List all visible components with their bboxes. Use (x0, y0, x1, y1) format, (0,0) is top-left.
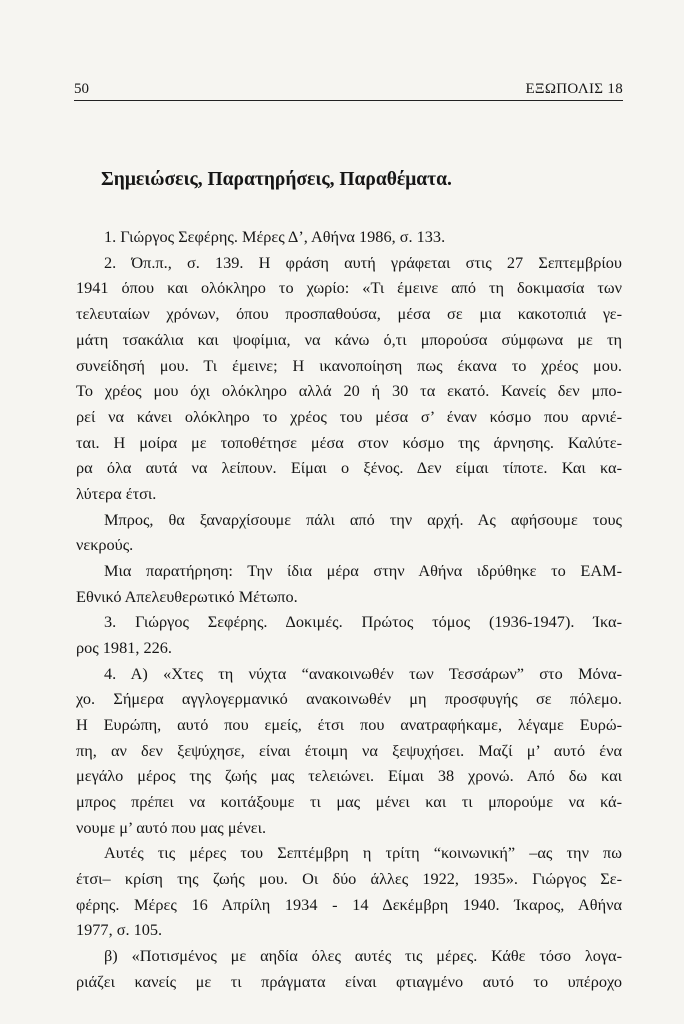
note-line: ρα όλα αυτά να λείπουν. Είμαι ο ξένος. Δεν είμαι τίποτε. Και κα- (76, 458, 622, 477)
note-line: πη, αν δεν ξεψύχησε, είναι έτοιμη να ξεψυχήσει. Μαζί μ’ αυτό ένα (76, 741, 622, 760)
note-line: μεγάλο μέρος της ζωής μας τελειώνει. Είμαι 38 χρονώ. Από δω και (76, 766, 622, 785)
note-line: 4. Α) «Χτες τη νύχτα “ανακοινωθέν των Τεσσάρων” στο Μόνα- (104, 664, 622, 683)
note-line: β) «Ποτισμένος με αηδία όλες αυτές τις μέρες. Κάθε τόσο λογα- (104, 946, 622, 965)
header-rule (74, 100, 623, 101)
note-line: μάτη τσακάλια και ψοφίμια, να κάνω ό,τι μπορούσα σύμφωνα με τη (76, 330, 622, 349)
note-line: 3. Γιώργος Σεφέρης. Δοκιμές. Πρώτος τόμος (1936-1947). Ίκα- (104, 612, 622, 631)
note-line: ριάζει κανείς με τι πράγματα είναι φτιαγμένο αυτό το υπέροχο (76, 972, 622, 991)
note-line: μπρος πρέπει να κοιτάξουμε τι μας μένει και τι μπορούμε να κά- (76, 792, 622, 811)
note-line: Αυτές τις μέρες του Σεπτέμβρη η τρίτη “κοινωνική” –ας την πω (104, 843, 622, 862)
page-number: 50 (74, 81, 89, 97)
note-line: Μπρος, θα ξαναρχίσουμε πάλι από την αρχή. Ας αφήσουμε τους (104, 510, 622, 529)
note-line: 1977, σ. 105. (76, 920, 163, 939)
running-head: ΕΞΩΠΟΛΙΣ 18 (525, 81, 623, 97)
note-line: ρεί να κάνει ολόκληρο το χρέος του μέσα σ’ έναν κόσμο που αρνιέ- (76, 407, 622, 426)
note-line: 2. Όπ.π., σ. 139. Η φράση αυτή γράφεται στις 27 Σεπτεμβρίου (104, 253, 622, 272)
note-line: 1941 όπου και ολόκληρο το χωρίο: «Τι έμεινε από τη δοκιμασία των (76, 278, 622, 297)
note-line: Εθνικό Απελευθερωτικό Μέτωπο. (76, 587, 298, 606)
note-line: λύτερα έτσι. (76, 484, 157, 503)
note-line: φέρης. Μέρες 16 Απρίλη 1934 - 14 Δεκέμβρη 1940. Ίκαρος, Αθήνα (76, 895, 622, 914)
note-line: ται. Η μοίρα με τοποθέτησε μέσα στον κόσμο της άρνησης. Καλύτε- (76, 433, 622, 452)
note-line: χο. Σήμερα αγγλογερμανικό ανακοινωθέν μη προσφυγής σε πόλεμο. (76, 689, 622, 708)
note-line: Το χρέος μου όχι ολόκληρο αλλά 20 ή 30 τα εκατό. Κανείς δεν μπο- (76, 381, 622, 400)
note-line: Η Ευρώπη, αυτό που εμείς, έτσι που ανατραφήκαμε, λέγαμε Ευρώ- (76, 715, 622, 734)
note-line: έτσι– κρίση της ζωής μου. Οι δύο άλλες 1922, 1935». Γιώργος Σε- (76, 869, 622, 888)
note-line: 1. Γιώργος Σεφέρης. Μέρες Δ’, Αθήνα 1986, σ. 133. (104, 227, 446, 246)
note-line: ρος 1981, 226. (76, 638, 172, 657)
note-line: νουμε μ’ αυτό που μας μένει. (76, 818, 267, 837)
section-title: Σημειώσεις, Παρατηρήσεις, Παραθέματα. (101, 169, 452, 190)
note-line: νεκρούς. (76, 535, 134, 554)
note-line: Μια παρατήρηση: Την ίδια μέρα στην Αθήνα ιδρύθηκε το ΕΑΜ- (104, 561, 622, 580)
note-line: τελευταίων χρόνων, όπου προσπαθούσα, μέσα σε μια κακοτοπιά γε- (76, 304, 622, 323)
page-header (74, 78, 623, 100)
note-line: συνείδησή μου. Τι έμεινε; Η ικανοποίηση πως έκανα το χρέος μου. (76, 356, 622, 375)
